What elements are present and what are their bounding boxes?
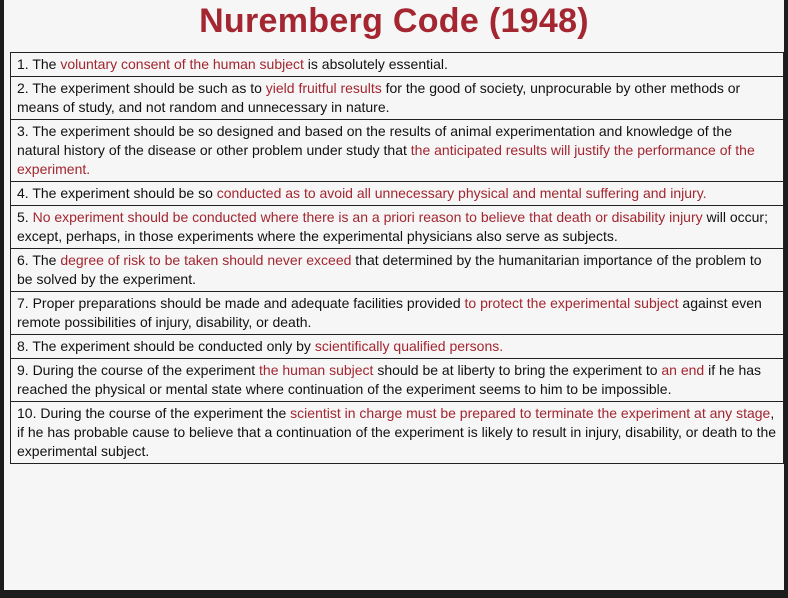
principle-text: will occur; except, perhaps, in those experiments where the experimental physicians also serve as subjects. xyxy=(17,209,768,244)
principle-text: against even remote possibilities of injury, disability, or death. xyxy=(17,295,762,330)
principle-text: 10. During the course of the experiment the xyxy=(17,405,291,421)
highlighted-text: scientifically qualified persons. xyxy=(314,338,504,354)
highlighted-text: scientist in charge must be prepared to terminate the experiment at any stage xyxy=(290,405,771,421)
bottom-border xyxy=(0,590,788,598)
principle-text: if he has reached the physical or mental state where continuation of the experiment seems to him to be impossible. xyxy=(17,362,762,397)
highlighted-text: No experiment should be conducted where there is an a priori reason to believe that death or disability injury xyxy=(32,209,703,225)
principle-row-6 xyxy=(11,249,784,292)
page-title: Nuremberg Code (1948) xyxy=(199,2,589,40)
principle-text: 3. The experiment should be so designed and based on the results of animal experimentation and knowledge of the natural history of the disease or other problem under study that xyxy=(17,123,732,158)
principle-row-4 xyxy=(11,182,784,206)
principle-text: should be at liberty to bring the experiment to xyxy=(373,362,662,378)
principle-row-8 xyxy=(11,335,784,359)
highlighted-text: voluntary consent of the human subject xyxy=(60,56,304,72)
principle-text: 6. The xyxy=(17,252,61,268)
principle-text: for the good of society, unprocurable by other methods or means of study, and not random and unnecessary in nature. xyxy=(17,80,741,115)
document-page xyxy=(4,0,784,590)
principle-text: 7. Proper preparations should be made and adequate facilities provided xyxy=(17,295,465,311)
principle-text: that determined by the humanitarian importance of the problem to be solved by the experiment. xyxy=(17,252,762,287)
principle-text: is absolutely essential. xyxy=(303,56,448,72)
highlighted-text: degree of risk to be taken should never exceed xyxy=(60,252,352,268)
principle-row-1 xyxy=(11,53,784,77)
principle-row-2 xyxy=(11,77,784,120)
principle-text: , if he has probable cause to believe that a continuation of the experiment is likely to result in injury, disability, or death to the experimental subject. xyxy=(17,405,777,459)
principles-table xyxy=(10,52,784,464)
principle-row-10 xyxy=(11,402,784,464)
principle-row-7 xyxy=(11,292,784,335)
principle-text: 2. The experiment should be such as to xyxy=(17,80,266,96)
principle-text: 9. During the course of the experiment xyxy=(17,362,260,378)
principle-text: 5. xyxy=(17,209,33,225)
principle-text: 1. The xyxy=(17,56,61,72)
principle-text: 4. The experiment should be so xyxy=(17,185,217,201)
highlighted-text: to protect the experimental subject xyxy=(464,295,679,311)
highlighted-text: an end xyxy=(661,362,705,378)
principle-row-3 xyxy=(11,120,784,182)
highlighted-text: yield fruitful results xyxy=(265,80,382,96)
highlighted-text: conducted as to avoid all unnecessary physical and mental suffering and injury. xyxy=(216,185,707,201)
highlighted-text: the anticipated results will justify the performance of the experiment. xyxy=(17,142,755,177)
highlighted-text: the human subject xyxy=(259,362,374,378)
principle-text: 8. The experiment should be conducted only by xyxy=(17,338,315,354)
principle-row-5 xyxy=(11,206,784,249)
principle-row-9 xyxy=(11,359,784,402)
